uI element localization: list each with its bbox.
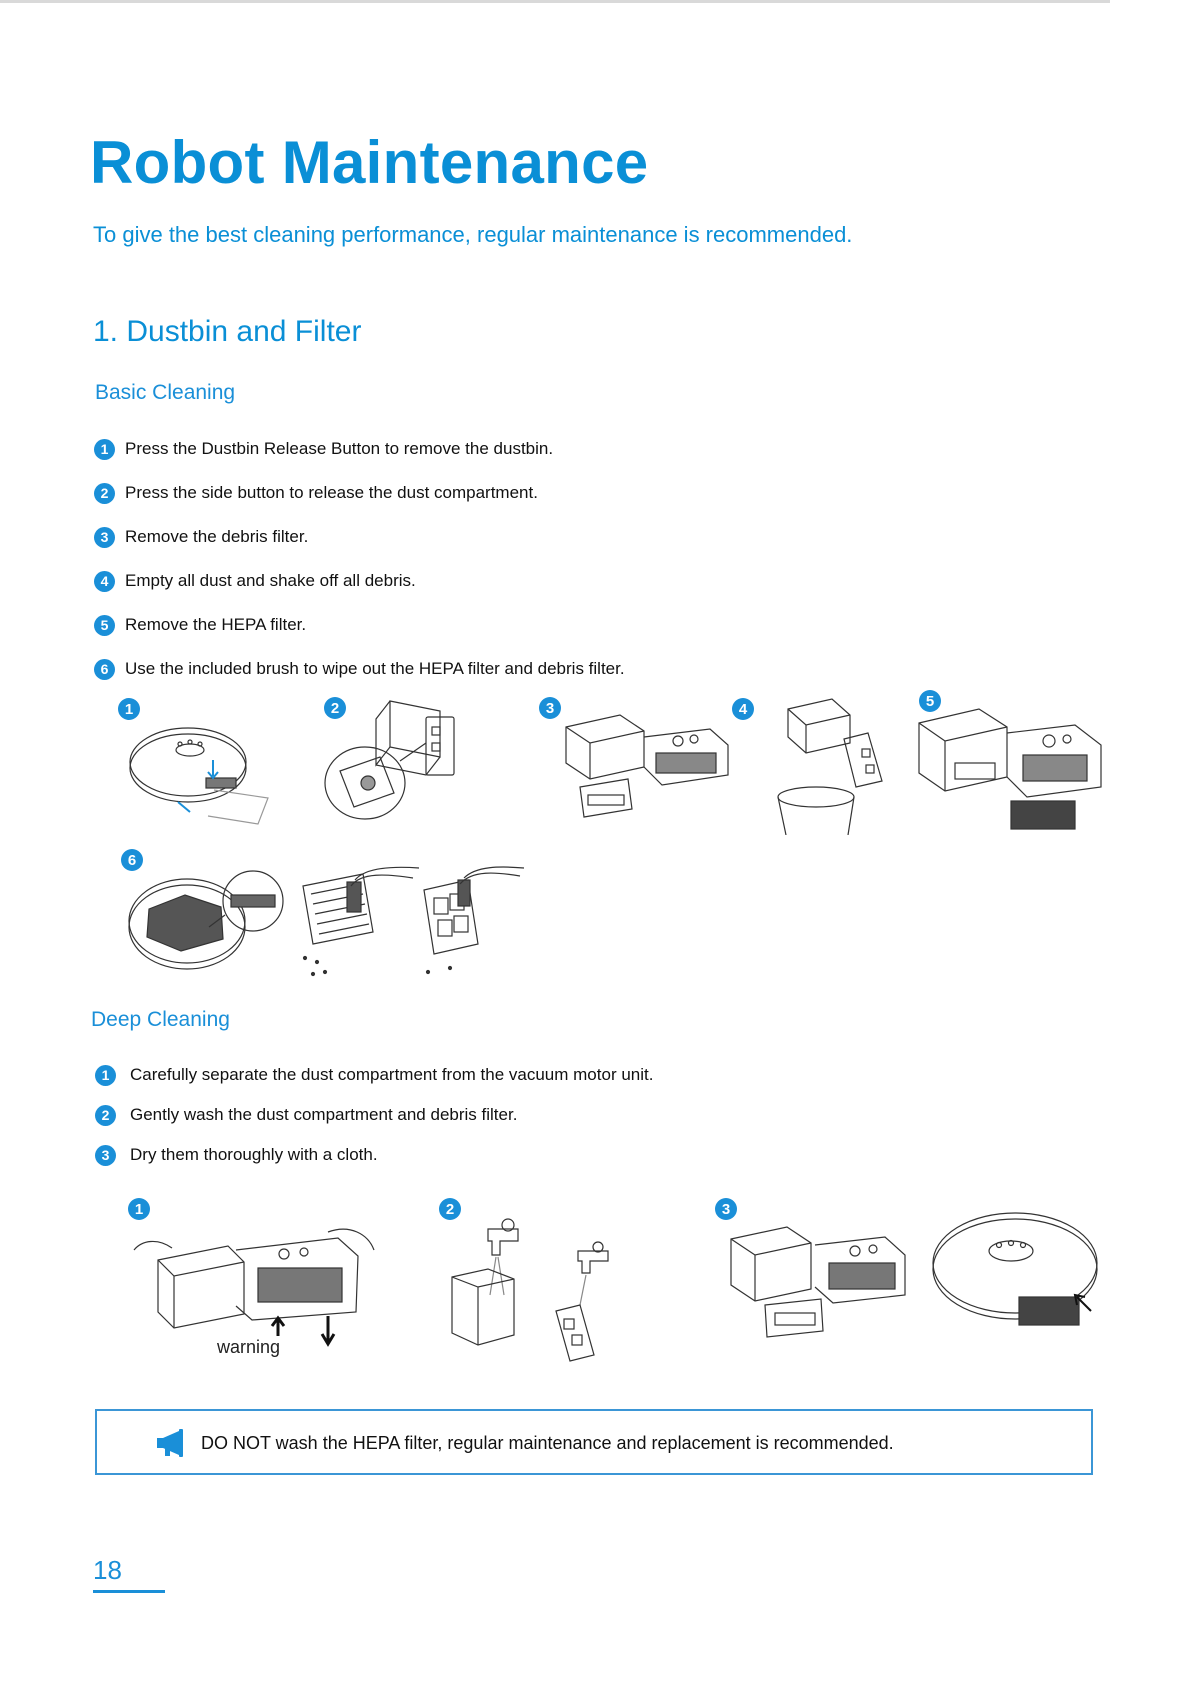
figure-badge-6: 6 <box>121 849 143 871</box>
figure-badge-4: 4 <box>732 698 754 720</box>
list-item <box>95 1095 653 1135</box>
step-number-icon: 5 <box>94 615 115 636</box>
deep-figure-badge-1: 1 <box>128 1198 150 1220</box>
brush-hepa-filter-illustration <box>295 862 425 982</box>
wash-compartment-illustration <box>440 1215 630 1365</box>
step-text: Press the Dustbin Release Button to remove the dustbin. <box>125 439 554 458</box>
step-text: Dry them thoroughly with a cloth. <box>130 1145 378 1164</box>
basic-steps-list <box>94 427 625 691</box>
step-number-icon: 2 <box>94 483 115 504</box>
list-item <box>94 647 625 691</box>
page-title: Robot Maintenance <box>90 129 649 196</box>
dustbin-side-button-illustration <box>320 695 480 825</box>
list-item <box>94 559 625 603</box>
page-number-underline <box>93 1590 165 1593</box>
list-item <box>94 603 625 647</box>
step-number-icon: 1 <box>94 439 115 460</box>
step-number-icon: 1 <box>95 1065 116 1086</box>
step-number-icon: 4 <box>94 571 115 592</box>
warning-label: warning <box>217 1337 281 1357</box>
top-rule <box>0 0 1110 3</box>
step-text: Gently wash the dust compartment and debris filter. <box>130 1105 518 1124</box>
step-number-icon: 6 <box>94 659 115 680</box>
figure-badge-5: 5 <box>919 690 941 712</box>
deep-figure-badge-3: 3 <box>715 1198 737 1220</box>
list-item <box>94 427 625 471</box>
list-item <box>95 1055 653 1095</box>
step-text: Remove the HEPA filter. <box>125 615 307 634</box>
step-text: Carefully separate the dust compartment from the vacuum motor unit. <box>130 1065 654 1084</box>
brush-debris-filter-illustration <box>420 862 530 982</box>
step-number-icon: 3 <box>94 527 115 548</box>
figure-badge-2: 2 <box>324 697 346 719</box>
step-text: Remove the debris filter. <box>125 527 309 546</box>
step-number-icon: 3 <box>95 1145 116 1166</box>
list-item <box>94 515 625 559</box>
page-subtitle: To give the best cleaning performance, regular maintenance is recommended. <box>93 222 853 247</box>
section-title: 1. Dustbin and Filter <box>93 315 362 348</box>
separate-compartment-illustration <box>128 1220 378 1350</box>
step-text: Use the included brush to wipe out the HEPA filter and debris filter. <box>125 659 625 678</box>
notice-box <box>95 1409 1093 1475</box>
robot-release-illustration <box>118 720 278 830</box>
step-number-icon: 2 <box>95 1105 116 1126</box>
list-item <box>95 1135 653 1175</box>
robot-brush-storage-illustration <box>125 865 285 975</box>
hepa-filter-removal-illustration <box>915 703 1105 833</box>
step-text: Press the side button to release the dust compartment. <box>125 483 538 502</box>
deep-figure-badge-2: 2 <box>439 1198 461 1220</box>
step-text: Empty all dust and shake off all debris. <box>125 571 416 590</box>
page-number: 18 <box>93 1555 122 1585</box>
deep-cleaning-heading: Deep Cleaning <box>91 1008 230 1031</box>
figure-badge-1: 1 <box>118 698 140 720</box>
figure-badge-3: 3 <box>539 697 561 719</box>
megaphone-icon <box>155 1429 189 1457</box>
dry-and-reassemble-illustration <box>725 1205 1105 1355</box>
basic-cleaning-heading: Basic Cleaning <box>95 381 236 404</box>
list-item <box>94 471 625 515</box>
empty-dust-illustration <box>770 695 890 835</box>
notice-text: DO NOT wash the HEPA filter, regular maintenance and replacement is recommended. <box>201 1433 894 1453</box>
deep-steps-list <box>95 1055 653 1175</box>
debris-filter-removal-illustration <box>560 705 730 825</box>
